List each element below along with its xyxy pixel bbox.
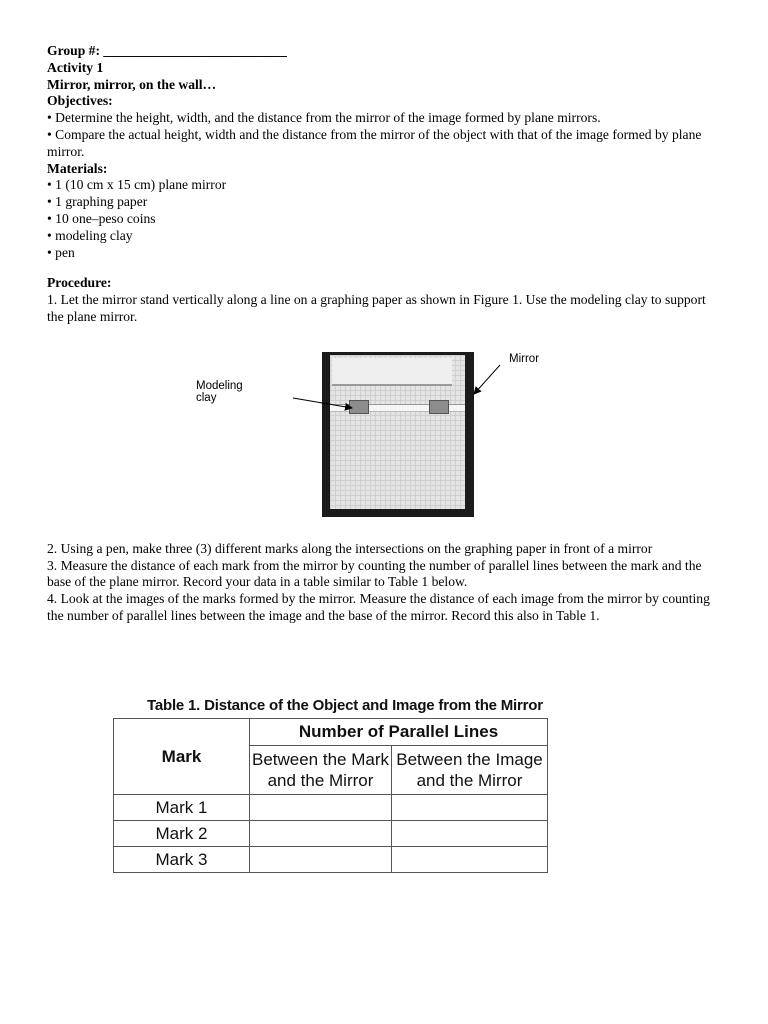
material-item: • 10 one–peso coins (47, 210, 156, 226)
plane-mirror (332, 358, 452, 386)
modeling-clay-left (349, 400, 369, 414)
procedure-step: 3. Measure the distance of each mark from the mirror by counting the number of parallel lines between the mark and the base of the plane mirror. Record your data in a table similar to Table 1 below. (47, 557, 702, 590)
row-label: Mark 2 (114, 821, 250, 847)
activity-number: Activity 1 (47, 59, 104, 75)
material-item: • 1 (10 cm x 15 cm) plane mirror (47, 177, 227, 193)
procedure-heading: Procedure: (47, 275, 112, 291)
mark-distance-cell[interactable] (250, 847, 392, 873)
mirror-label: Mirror (509, 353, 540, 365)
material-item: • modeling clay (47, 227, 133, 243)
modeling-clay-right (429, 400, 449, 414)
image-distance-header-line1: Between the Image (396, 750, 543, 769)
mark-header-label: Mark (161, 746, 202, 766)
table-row (114, 821, 548, 847)
activity-title: Mirror, mirror, on the wall… (47, 76, 217, 92)
objective-item: • Compare the actual height, width and the distance from the mirror of the object with that of the image formed by plane mirror. (47, 126, 702, 159)
table-row (114, 847, 548, 873)
mark-distance-cell[interactable] (250, 821, 392, 847)
mark-distance-header-line2: and the Mirror (267, 771, 374, 790)
group-header-label: Number of Parallel Lines (298, 722, 499, 741)
table-title: Table 1. Distance of the Object and Image from the Mirror (147, 697, 543, 714)
procedure-step: 4. Look at the images of the marks formed by the mirror. Measure the distance of each image from the mirror by counting the number of parallel lines between the image and the base of the mirror. Record this also in Table 1. (47, 591, 710, 623)
objectives-heading: Objectives: (47, 93, 113, 109)
mark-distance-cell[interactable] (250, 795, 392, 821)
image-distance-cell[interactable] (392, 847, 548, 873)
group-number-line: Group #: ___________________________ (47, 43, 287, 58)
row-label: Mark 1 (114, 795, 250, 821)
mark-distance-header-line1: Between the Mark (251, 750, 389, 769)
table-row (114, 795, 548, 821)
objective-item: • Determine the height, width, and the distance from the mirror of the image formed by plane mirrors. (47, 110, 601, 126)
modeling-clay-label: Modeling clay (196, 380, 243, 404)
worksheet-text (47, 43, 717, 625)
image-distance-header-line2: and the Mirror (416, 771, 523, 790)
group-header (250, 719, 548, 746)
mirror-setup-photo (322, 352, 474, 517)
mark-distance-header (250, 746, 392, 795)
material-item: • pen (47, 244, 75, 260)
row-label: Mark 3 (114, 847, 250, 873)
image-distance-header (392, 746, 548, 795)
materials-heading: Materials: (47, 160, 108, 176)
image-distance-cell[interactable] (392, 821, 548, 847)
image-distance-cell[interactable] (392, 795, 548, 821)
procedure-step: 1. Let the mirror stand vertically along a line on a graphing paper as shown in Figure 1. Use the modeling clay to support the plane mirror. (47, 292, 706, 324)
distance-table (113, 718, 548, 873)
material-item: • 1 graphing paper (47, 194, 148, 210)
mark-column-header (114, 719, 250, 795)
procedure-step: 2. Using a pen, make three (3) different marks along the intersections on the graphing paper in front of a mirror (47, 540, 653, 556)
